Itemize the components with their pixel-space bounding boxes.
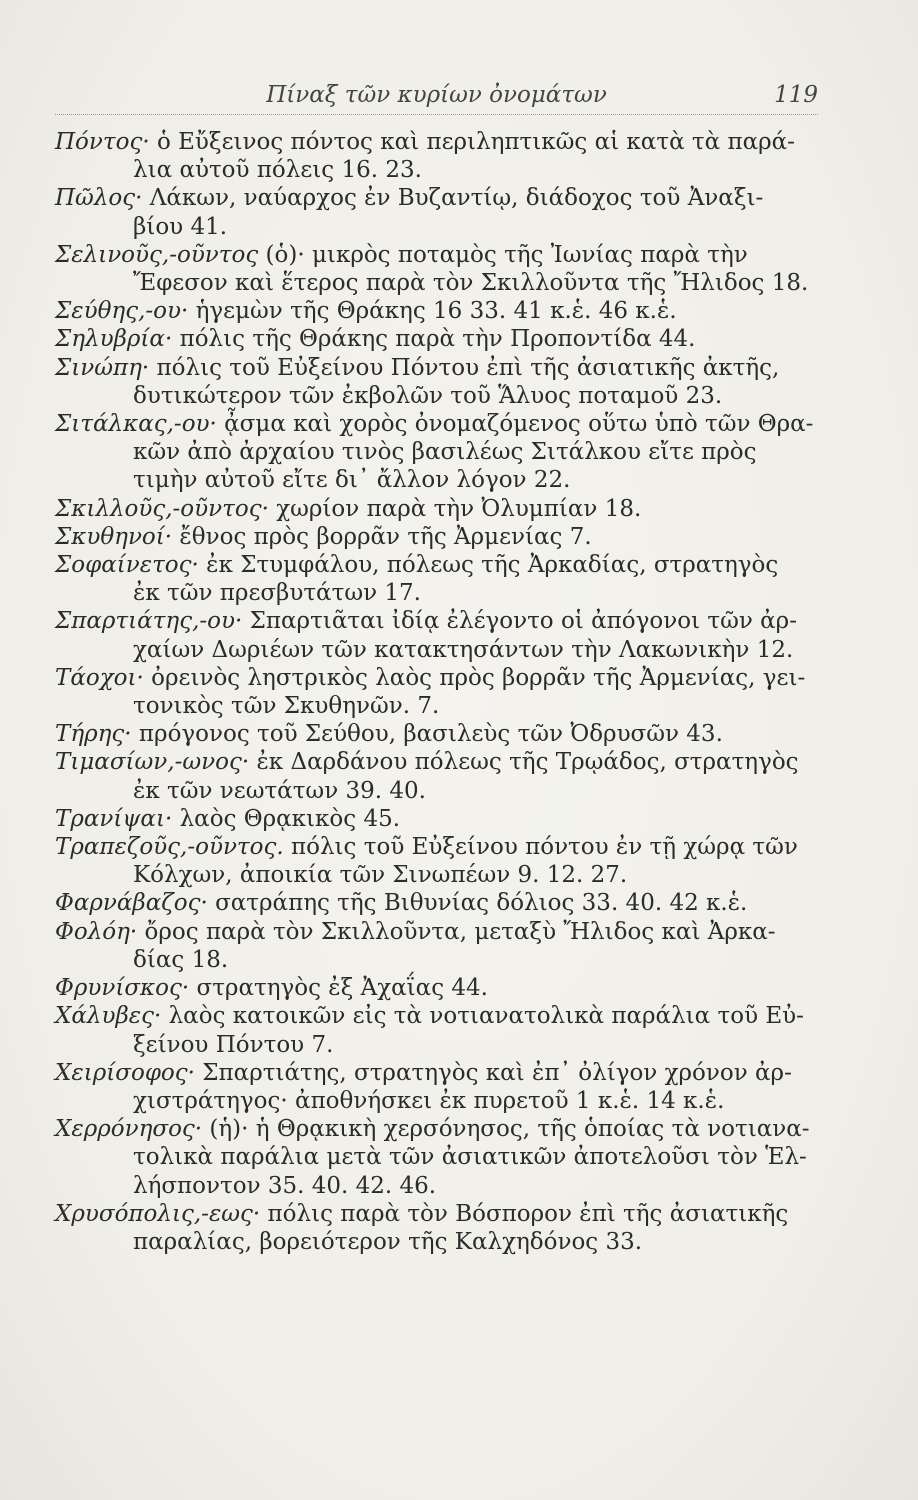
entry-first-line [55, 720, 818, 748]
entry-continuation-line [133, 692, 818, 720]
entry-term: Πόντος· [55, 129, 150, 155]
index-entry [55, 918, 818, 974]
entry-continuation-line [133, 156, 818, 184]
entry-first-line [55, 551, 818, 579]
entry-text: χαίων Δωριέων τῶν κατακτησάντων τὴν Λακωνικὴν 12. [133, 636, 794, 663]
entry-text: ἐκ Στυμφάλου, πόλεως τῆς Ἀρκαδίας, στρατηγὸς [198, 552, 779, 579]
entry-continuation-line [133, 1172, 818, 1200]
entry-term: Πῶλος· [55, 185, 143, 212]
index-entry [55, 974, 818, 1002]
entry-text: τολικὰ παράλια μετὰ τῶν ἀσιατικῶν ἀποτελοῦσι τὸν Ἑλ- [133, 1144, 807, 1171]
entry-text: ἡγεμὼν τῆς Θράκης 16 33. 41 κ.ἑ. 46 κ.ἑ. [188, 298, 677, 325]
index-entry [55, 1200, 818, 1256]
entry-text: ἔθνος πρὸς βορρᾶν τῆς Ἀρμενίας 7. [172, 523, 592, 550]
entry-text: βίου 41. [133, 213, 228, 240]
entry-text: ξείνου Πόντου 7. [133, 1031, 334, 1058]
entry-text: Σπαρτιᾶται ἰδίᾳ ἐλέγοντο οἱ ἀπόγονοι τῶν ἀρ- [242, 608, 797, 635]
entry-text: πόλις τῆς Θράκης παρὰ τὴν Προποντίδα 44. [172, 326, 696, 353]
entry-term: Σεύθης,-ου· [55, 298, 189, 325]
entry-first-line [55, 184, 818, 212]
entry-first-line [55, 297, 818, 325]
entry-first-line [55, 354, 818, 382]
entry-text: πόλις τοῦ Εὐξείνου πόντου ἐν τῇ χώρᾳ τῶν [283, 834, 798, 861]
entry-term: Χειρίσοφος· [55, 1059, 195, 1086]
entry-text: Ἔφεσον καὶ ἕτερος παρὰ τὸν Σκιλλοῦντα τῆς Ἤλιδος 18. [133, 270, 809, 297]
entry-text: ᾆσμα καὶ χορὸς ὀνομαζόμενος οὕτω ὑπὸ τῶν Θρα- [216, 411, 814, 438]
entry-text: πόλις τοῦ Εὐξείνου Πόντου ἐπὶ τῆς ἀσιατικῆς ἀκτῆς, [149, 354, 780, 381]
entry-text: δίας 18. [133, 946, 229, 973]
index-entry [55, 833, 818, 889]
entry-term: Τιμασίων,-ωνος· [55, 749, 250, 776]
entry-text: ἐκ τῶν νεωτάτων 39. 40. [133, 777, 426, 804]
index-entry [55, 1059, 818, 1115]
entry-term: Τρανίψαι· [55, 805, 173, 832]
entry-term: Σκυθηνοί· [55, 523, 173, 550]
entry-text: σατράπης τῆς Βιθυνίας δόλιος 33. 40. 42 κ.ἑ. [207, 890, 748, 917]
index-entry [55, 297, 818, 325]
entry-text: ἐκ τῶν πρεσβυτάτων 17. [133, 580, 421, 607]
index-entry [55, 241, 818, 297]
entry-continuation-line [133, 1031, 818, 1059]
index-entry [55, 410, 818, 495]
entry-first-line [55, 805, 818, 833]
entry-continuation-line [133, 1143, 818, 1171]
entry-term: Σκιλλοῦς,-οῦντος· [55, 495, 269, 522]
entry-term: Σπαρτιάτης,-ου· [55, 608, 243, 635]
entry-first-line [55, 1200, 818, 1228]
entry-term: Χάλυβες· [55, 1003, 162, 1030]
entry-first-line [55, 523, 818, 551]
entry-text: παραλίας, βορειότερον τῆς Καλχηδόνος 33. [133, 1228, 643, 1255]
entry-continuation-line [133, 579, 818, 607]
entry-first-line [55, 241, 818, 269]
entry-first-line [55, 607, 818, 635]
entry-text: ἐκ Δαρδάνου πόλεως τῆς Τρῳάδος, στρατηγὸς [249, 749, 799, 776]
entry-first-line [55, 410, 818, 438]
entry-text: ὀρεινὸς ληστρικὸς λαὸς πρὸς βορρᾶν τῆς Ἀρμενίας, γει- [143, 664, 806, 691]
entry-term: Τάοχοι· [55, 664, 144, 691]
entry-text: Σπαρτιάτης, στρατηγὸς καὶ ἐπ᾽ ὀλίγον χρόνον ἀρ- [194, 1059, 792, 1086]
index-entry [55, 664, 818, 720]
entry-continuation-line [133, 382, 818, 410]
entry-text: λαὸς Θρᾳκικὸς 45. [172, 805, 401, 832]
entry-text: (ὁ)· μικρὸς ποταμὸς τῆς Ἰωνίας παρὰ τὴν [258, 241, 748, 268]
entry-term: Σιτάλκας,-ου· [55, 411, 217, 438]
index-entry [55, 805, 818, 833]
index-entry [55, 607, 818, 663]
entry-continuation-line [133, 777, 818, 805]
entry-continuation-line [133, 861, 818, 889]
entry-text: στρατηγὸς ἐξ Ἀχαΐας 44. [189, 975, 488, 1002]
entry-first-line [55, 128, 818, 156]
entry-term: Χερρόνησος· [55, 1116, 203, 1143]
index-entry [55, 128, 818, 184]
entry-first-line [55, 833, 818, 861]
entry-term: Τραπεζοῦς,-οῦντος. [55, 834, 284, 861]
entry-continuation-line [133, 466, 818, 494]
index-entry [55, 551, 818, 607]
index-entry [55, 354, 818, 410]
entry-text: χιστράτηγος· ἀποθνήσκει ἐκ πυρετοῦ 1 κ.ἑ. 14 κ.ἑ. [133, 1087, 725, 1114]
running-header [55, 80, 818, 115]
entry-term: Σελινοῦς,-οῦντος [55, 241, 259, 268]
entry-text: λήσποντον 35. 40. 42. 46. [133, 1172, 437, 1199]
entry-text: κῶν ἀπὸ ἀρχαίου τινὸς βασιλέως Σιτάλκου εἴτε πρὸς [133, 439, 757, 466]
entry-text: Λάκων, ναύαρχος ἐν Βυζαντίῳ, διάδοχος τοῦ Ἀναξι- [142, 185, 764, 212]
entry-text: δυτικώτερον τῶν ἐκβολῶν τοῦ Ἅλυος ποταμοῦ 23. [133, 382, 723, 409]
entry-text: ὄρος παρὰ τὸν Σκιλλοῦντα, μεταξὺ Ἤλιδος καὶ Ἀρκα- [137, 918, 776, 945]
entry-text: ὁ Εὔξεινος πόντος καὶ περιληπτικῶς αἱ κατὰ τὰ παρά- [149, 129, 795, 155]
entry-text: (ἡ)· ἡ Θρᾳκικὴ χερσόνησος, τῆς ὁποίας τὰ νοτιανα- [202, 1116, 810, 1143]
entry-continuation-line [133, 636, 818, 664]
index-entry [55, 1115, 818, 1200]
entry-first-line [55, 1059, 818, 1087]
entry-term: Φολόη· [55, 918, 138, 945]
index-entry [55, 889, 818, 917]
entry-term: Φαρνάβαζος· [55, 890, 208, 917]
entry-term: Σοφαίνετος· [55, 552, 199, 579]
entry-term: Σηλυβρία· [55, 326, 173, 353]
entry-text: λια αὐτοῦ πόλεις 16. 23. [133, 157, 422, 184]
header-title: Πίναξ τῶν κυρίων ὀνομάτων [266, 82, 607, 108]
entry-term: Σινώπη· [55, 354, 150, 381]
entry-first-line [55, 918, 818, 946]
entry-first-line [55, 495, 818, 523]
entry-text: πρόγονος τοῦ Σεύθου, βασιλεὺς τῶν Ὀδρυσῶν 43. [131, 721, 723, 748]
index-entries [55, 128, 818, 1256]
entry-text: τιμὴν αὐτοῦ εἴτε δι᾽ ἄλλον λόγον 22. [133, 467, 571, 494]
entry-continuation-line [133, 213, 818, 241]
entry-continuation-line [133, 1228, 818, 1256]
entry-first-line [55, 664, 818, 692]
entry-text: λαὸς κατοικῶν εἰς τὰ νοτιανατολικὰ παράλια τοῦ Εὐ- [161, 1003, 804, 1030]
entry-continuation-line [133, 269, 818, 297]
entry-continuation-line [133, 1087, 818, 1115]
page-number: 119 [774, 82, 818, 108]
entry-text: πόλις παρὰ τὸν Βόσπορον ἐπὶ τῆς ἀσιατικῆς [260, 1200, 789, 1227]
entry-term: Φρυνίσκος· [55, 975, 190, 1002]
index-entry [55, 720, 818, 748]
index-entry [55, 1002, 818, 1058]
entry-first-line [55, 748, 818, 776]
entry-continuation-line [133, 946, 818, 974]
entry-text: χωρίον παρὰ τὴν Ὀλυμπίαν 18. [268, 495, 642, 522]
index-entry [55, 184, 818, 240]
index-entry [55, 748, 818, 804]
index-entry [55, 523, 818, 551]
entry-continuation-line [133, 438, 818, 466]
entry-first-line [55, 325, 818, 353]
entry-first-line [55, 889, 818, 917]
entry-text: τονικὸς τῶν Σκυθηνῶν. 7. [133, 693, 440, 720]
index-entry [55, 495, 818, 523]
entry-text: Κόλχων, ἀποικία τῶν Σινωπέων 9. 12. 27. [133, 862, 628, 889]
index-entry [55, 325, 818, 353]
entry-first-line [55, 1002, 818, 1030]
entry-first-line [55, 1115, 818, 1143]
entry-term: Τήρης· [55, 721, 132, 748]
entry-first-line [55, 974, 818, 1002]
entry-term: Χρυσόπολις,-εως· [55, 1200, 261, 1227]
